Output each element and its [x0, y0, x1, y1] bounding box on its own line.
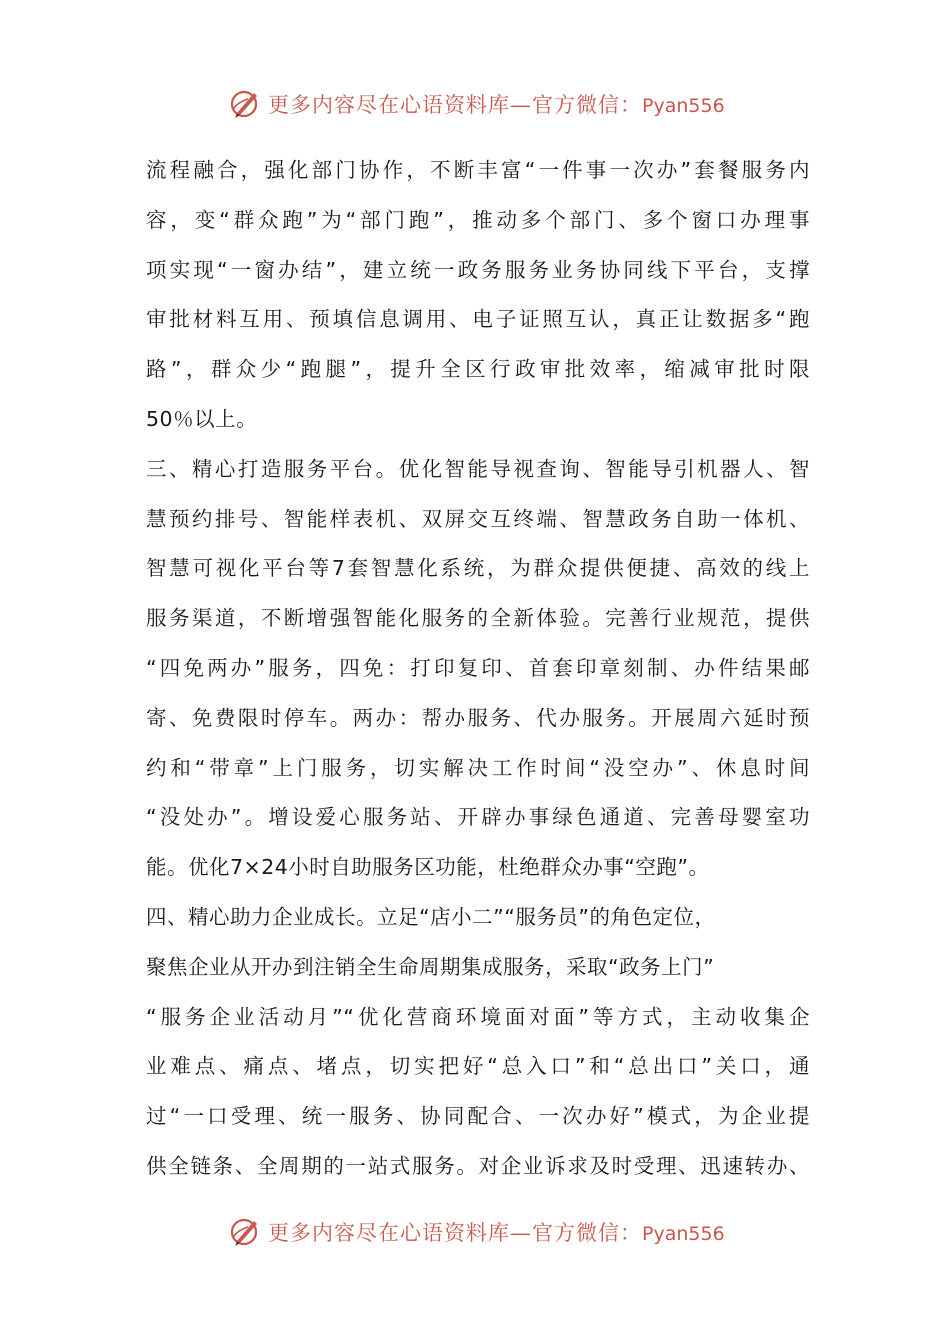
text-line: 能。优化7×24小时自助服务区功能，杜绝群众办事“空跑”。 — [146, 855, 710, 880]
text-line: 流程融合，强化部门协作，不断丰富“一件事一次办”套餐服务内 — [146, 158, 810, 182]
text-line: 50％以上。 — [146, 406, 258, 431]
wechat-id: Pyan556 — [642, 1223, 725, 1245]
wechat-id: Pyan556 — [642, 95, 725, 117]
section-heading-line: 四、精心助力企业成长。立足“店小二”“服务员”的角色定位， — [146, 904, 716, 929]
text-line: 约和“带章”上门服务，切实解决工作时间“没空办”、休息时间 — [146, 755, 810, 780]
text-line: 项实现“一窗办结”，建立统一政务服务业务协同线下平台，支撑 — [146, 257, 810, 282]
pen-logo-icon — [228, 1215, 262, 1249]
document-body — [146, 146, 810, 1192]
text-line: 服务渠道，不断增强智能化服务的全新体验。完善行业规范，提供 — [146, 606, 810, 631]
banner-text: 更多内容尽在心语资料库—官方微信：Pyan556 — [268, 93, 725, 117]
text-line: 过“一口受理、统一服务、协同配合、一次办好”模式，为企业提 — [146, 1104, 810, 1129]
text-line: “没处办”。增设爱心服务站、开辟办事绿色通道、完善母婴室功 — [146, 805, 810, 830]
text-line: 慧预约排号、智能样表机、双屏交互终端、智慧政务自助一体机、 — [146, 506, 810, 531]
text-line: 审批材料互用、预填信息调用、电子证照互认，真正让数据多“跑 — [146, 307, 810, 332]
text-line: “四免两办”服务，四免：打印复印、首套印章刻制、办件结果邮 — [146, 655, 810, 680]
text-line: 业难点、痛点、堵点，切实把好“总入口”和“总出口”关口，通 — [146, 1054, 810, 1079]
text-line: 寄、免费限时停车。两办：帮办服务、代办服务。开展周六延时预 — [146, 705, 810, 730]
text-line: 容，变“群众跑”为“部门跑”，推动多个部门、多个窗口办理事 — [146, 207, 810, 232]
footer-banner — [228, 1212, 725, 1252]
header-banner — [228, 84, 725, 124]
text-line: 路”，群众少“跑腿”，提升全区行政审批效率，缩减审批时限 — [146, 357, 810, 382]
text-line: “服务企业活动月”“优化营商环境面对面”等方式，主动收集企 — [146, 1004, 810, 1029]
text-line: 智慧可视化平台等7套智慧化系统，为群众提供便捷、高效的线上 — [146, 556, 810, 581]
text-line: 供全链条、全周期的一站式服务。对企业诉求及时受理、迅速转办、 — [146, 1153, 810, 1178]
pen-logo-icon — [228, 87, 262, 121]
banner-text: 更多内容尽在心语资料库—官方微信：Pyan556 — [268, 1221, 725, 1245]
section-heading-line: 三、精心打造服务平台。优化智能导视查询、智能导引机器人、智 — [146, 456, 810, 481]
text-line: 聚焦企业从开办到注销全生命周期集成服务，采取“政务上门” — [146, 954, 715, 979]
